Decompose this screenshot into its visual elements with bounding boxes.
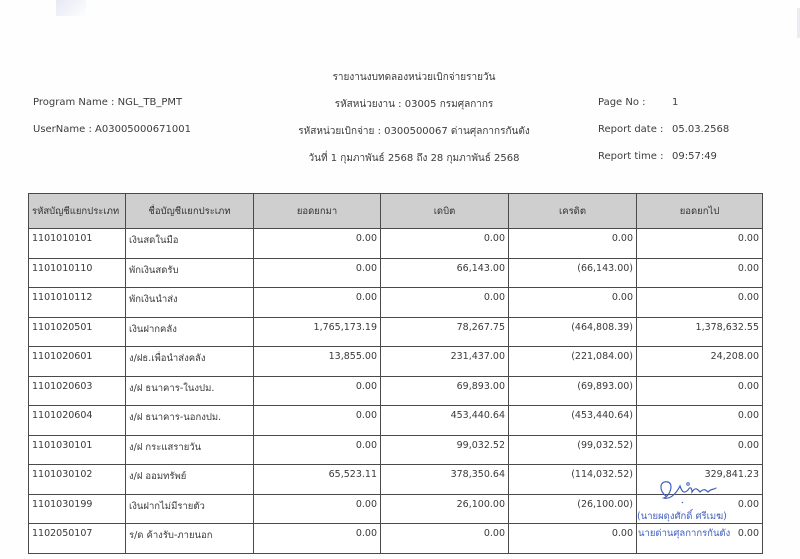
- header-opening-balance: ยอดยกมา: [254, 194, 381, 229]
- cell-account-code: 1101030101: [29, 435, 126, 465]
- program-name: Program Name : NGL_TB_PMT: [33, 97, 183, 108]
- cell-closing-balance: 1,378,632.55: [637, 317, 763, 347]
- cell-account-name: ง/ฝ ธนาคาร-นอกงปม.: [126, 406, 254, 436]
- cell-account-code: 1101020501: [29, 317, 126, 347]
- cell-debit: 99,032.52: [381, 435, 509, 465]
- cell-account-code: 1101030102: [29, 465, 126, 495]
- cell-closing-balance: 0.00: [637, 258, 763, 288]
- cell-account-name: ร/ด ค้างรับ-ภายนอก: [126, 524, 254, 554]
- cell-credit: 0.00: [509, 229, 637, 259]
- cell-opening-balance: 0.00: [254, 229, 381, 259]
- header-account-name: ชื่อบัญชีแยกประเภท: [126, 194, 254, 229]
- cell-closing-balance: 0.00: [637, 376, 763, 406]
- cell-closing-balance: 0.00: [637, 524, 763, 554]
- disbursement-unit: รหัสหน่วยเบิกจ่าย : 0300500067 ด่านศุลกากรกันตัง: [298, 126, 530, 137]
- cell-credit: (26,100.00): [509, 494, 637, 524]
- cell-closing-balance: 0.00: [637, 288, 763, 318]
- cell-credit: (99,032.52): [509, 435, 637, 465]
- cell-credit: (114,032.52): [509, 465, 637, 495]
- cell-debit: 26,100.00: [381, 494, 509, 524]
- cell-closing-balance: 24,208.00: [637, 347, 763, 377]
- report-date-label: Report date :: [598, 124, 664, 135]
- cell-account-name: ง/ฝธ.เพื่อนำส่งคลัง: [126, 347, 254, 377]
- cell-opening-balance: 0.00: [254, 494, 381, 524]
- cell-opening-balance: 0.00: [254, 524, 381, 554]
- cell-account-name: พักเงินนำส่ง: [126, 288, 254, 318]
- cell-debit: 453,440.64: [381, 406, 509, 436]
- cell-debit: 231,437.00: [381, 347, 509, 377]
- cell-credit: (69,893.00): [509, 376, 637, 406]
- cell-account-code: 1101010101: [29, 229, 126, 259]
- table-row: [29, 376, 763, 406]
- table-row: [29, 406, 763, 436]
- cell-closing-balance: 0.00: [637, 229, 763, 259]
- cell-opening-balance: 0.00: [254, 435, 381, 465]
- cell-account-name: ง/ฝ กระแสรายวัน: [126, 435, 254, 465]
- report-time-value: 09:57:49: [672, 151, 717, 162]
- table-row: [29, 435, 763, 465]
- table-row: [29, 258, 763, 288]
- cell-debit: 0.00: [381, 524, 509, 554]
- cell-opening-balance: 65,523.11: [254, 465, 381, 495]
- table-row: [29, 347, 763, 377]
- cell-account-code: 1101010110: [29, 258, 126, 288]
- cell-account-name: ง/ฝ ธนาคาร-ในงปม.: [126, 376, 254, 406]
- cell-opening-balance: 1,765,173.19: [254, 317, 381, 347]
- cell-opening-balance: 0.00: [254, 406, 381, 436]
- cell-credit: 0.00: [509, 288, 637, 318]
- cell-closing-balance: 0.00: [637, 406, 763, 436]
- cell-opening-balance: 0.00: [254, 376, 381, 406]
- cell-account-code: 1101020604: [29, 406, 126, 436]
- cell-closing-balance: 0.00: [637, 435, 763, 465]
- cell-opening-balance: 13,855.00: [254, 347, 381, 377]
- agency-code: รหัสหน่วยงาน : 03005 กรมศุลกากร: [334, 99, 494, 110]
- cell-credit: (66,143.00): [509, 258, 637, 288]
- header-credit: เครดิต: [509, 194, 637, 229]
- report-period: วันที่ 1 กุมภาพันธ์ 2568 ถึง 28 กุมภาพันธ์ 2568: [308, 153, 520, 164]
- cell-account-code: 1102050107: [29, 524, 126, 554]
- table-row: [29, 229, 763, 259]
- cell-debit: 69,893.00: [381, 376, 509, 406]
- cell-credit: 0.00: [509, 524, 637, 554]
- cell-account-code: 1101020601: [29, 347, 126, 377]
- table-row: [29, 288, 763, 318]
- header-debit: เดบิต: [381, 194, 509, 229]
- cell-closing-balance: 0.00: [637, 494, 763, 524]
- report-title: รายงานงบทดลองหน่วยเบิกจ่ายรายวัน: [332, 72, 496, 83]
- cell-debit: 0.00: [381, 229, 509, 259]
- cell-account-name: เงินฝากไม่มีรายตัว: [126, 494, 254, 524]
- cell-debit: 378,350.64: [381, 465, 509, 495]
- cell-debit: 0.00: [381, 288, 509, 318]
- cell-account-code: 1101020603: [29, 376, 126, 406]
- page-no-label: Page No :: [598, 97, 646, 108]
- cell-debit: 78,267.75: [381, 317, 509, 347]
- cell-account-code: 1101010112: [29, 288, 126, 318]
- report-date-value: 05.03.2568: [672, 124, 730, 135]
- table-header-row: [29, 194, 763, 229]
- scan-artifact: [56, 0, 86, 16]
- cell-debit: 66,143.00: [381, 258, 509, 288]
- table-row: [29, 317, 763, 347]
- cell-account-name: เงินฝากคลัง: [126, 317, 254, 347]
- cell-account-name: เงินสดในมือ: [126, 229, 254, 259]
- signatory-name: (นายผดุงศักดิ์ ศรีเมฆ): [637, 511, 727, 522]
- user-name: UserName : A03005000671001: [33, 124, 191, 135]
- cell-credit: (221,084.00): [509, 347, 637, 377]
- handwritten-signature: [652, 476, 722, 506]
- cell-closing-balance: 329,841.23: [637, 465, 763, 495]
- page-no-value: 1: [672, 97, 679, 108]
- cell-credit: (464,808.39): [509, 317, 637, 347]
- header-closing-balance: ยอดยกไป: [637, 194, 763, 229]
- cell-opening-balance: 0.00: [254, 288, 381, 318]
- cell-account-code: 1101030199: [29, 494, 126, 524]
- header-account-code: รหัสบัญชีแยกประเภท: [29, 194, 126, 229]
- cell-opening-balance: 0.00: [254, 258, 381, 288]
- cell-credit: (453,440.64): [509, 406, 637, 436]
- cell-account-name: ง/ฝ ออมทรัพย์: [126, 465, 254, 495]
- report-time-label: Report time :: [598, 151, 664, 162]
- signatory-position: นายด่านศุลกากรกันตัง: [638, 528, 731, 539]
- cell-account-name: พักเงินสดรับ: [126, 258, 254, 288]
